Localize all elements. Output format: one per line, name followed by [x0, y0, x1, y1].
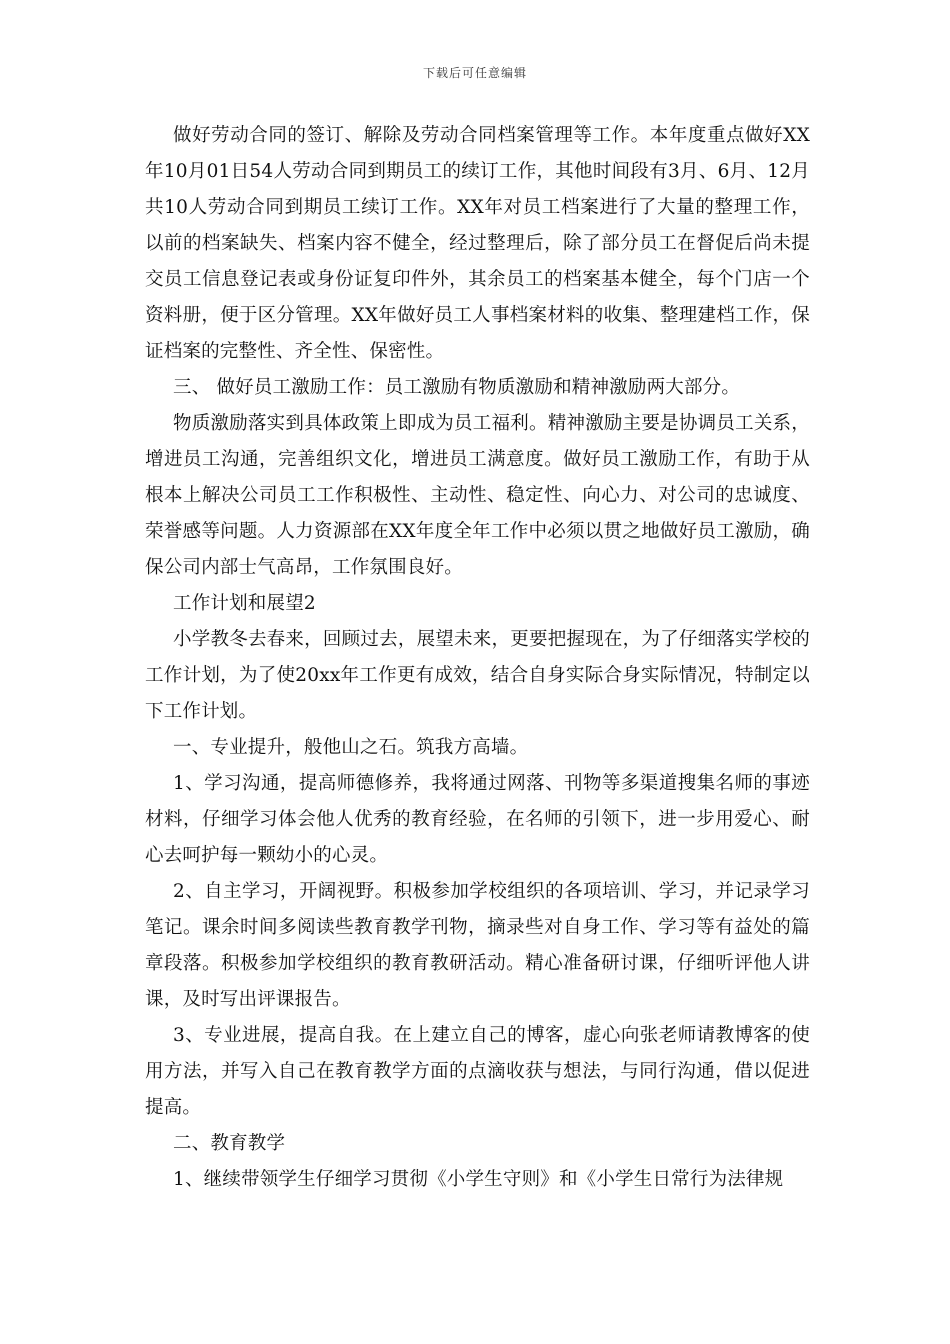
paragraph-plan-intro: 小学教冬去春来，回顾过去，展望未来，更要把握现在，为了仔细落实学校的工作计划，为了使20xx年工作更有成效，结合自身实际合身实际情况，特制定以下工作计划。: [145, 629, 810, 722]
paragraph-labor-contract: 做好劳动合同的签订、解除及劳动合同档案管理等工作。本年度重点做好XX年10月01日54人劳动合同到期员工的续订工作，其他时间段有3月、6月、12月共10人劳动合同到期员工续订工作。XX年对员工档案进行了大量的整理工作，以前的档案缺失、档案内容不健全，经过整理后，除了部分员工在督促后尚未提交员工信息登记表或身份证复印件外，其余员工的档案基本健全，每个门店一个资料册，便于区分管理。XX年做好员工人事档案材料的收集、整理建档工作，保证档案的完整性、齐全性、保密性。: [145, 125, 810, 362]
section-heading-teaching: 二、教育教学: [173, 1133, 286, 1154]
document-body: [145, 118, 810, 1198]
paragraph-teaching-1: 1、继续带领学生仔细学习贯彻《小学生守则》和《小学生日常行为法律规: [173, 1169, 784, 1190]
section-heading-professional: 一、专业提升，般他山之石。筑我方高墙。: [173, 737, 529, 758]
paragraph-item-2: 2、自主学习，开阔视野。积极参加学校组织的各项培训、学习，并记录学习笔记。课余时间多阅读些教育教学刊物，摘录些对自身工作、学习等有益处的篇章段落。积极参加学校组织的教育教研活动。精心准备研讨课，仔细听评他人讲课，及时写出评课报告。: [145, 881, 810, 1010]
paragraph-item-1: 1、学习沟通，提高师德修养，我将通过网落、刊物等多渠道搜集名师的事迹材料，仔细学习体会他人优秀的教育经验，在名师的引领下，进一步用爱心、耐心去呵护每一颗幼小的心灵。: [145, 773, 810, 866]
header-note: 下载后可任意编辑: [422, 66, 527, 80]
paragraph-item-3: 3、专业进展，提高自我。在上建立自己的博客，虚心向张老师请教博客的使用方法，并写入自己在教育教学方面的点滴收获与想法，与同行沟通，借以促进提高。: [145, 1025, 810, 1118]
section-heading-incentive: 三、 做好员工激励工作：员工激励有物质激励和精神激励两大部分。: [173, 377, 741, 398]
plan-title: 工作计划和展望2: [173, 593, 316, 614]
paragraph-incentive: 物质激励落实到具体政策上即成为员工福利。精神激励主要是协调员工关系，增进员工沟通，完善组织文化，增进员工满意度。做好员工激励工作，有助于从根本上解决公司员工工作积极性、主动性、稳定性、向心力、对公司的忠诚度、荣誉感等问题。人力资源部在XX年度全年工作中必须以贯之地做好员工激励，确保公司内部士气高昂，工作氛围良好。: [145, 413, 810, 578]
